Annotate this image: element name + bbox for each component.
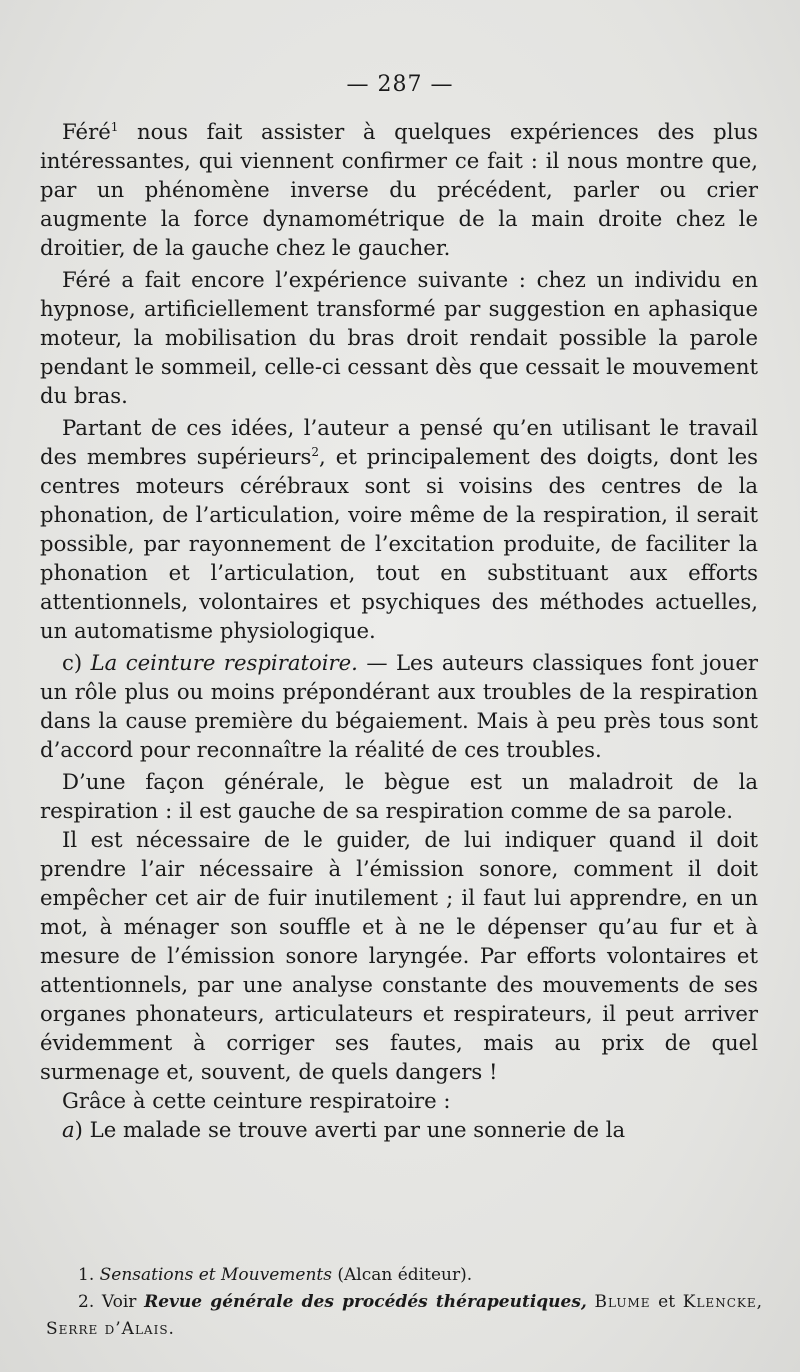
text-run: ,	[756, 1292, 763, 1312]
body-text	[40, 117, 758, 1144]
text-run: Klencke	[682, 1292, 757, 1312]
page-number: — 287 —	[346, 72, 454, 97]
text-run: Serre d’Alais	[46, 1319, 169, 1339]
text-run: ) Le malade se trouve averti par une sonnerie de la	[74, 1117, 626, 1142]
text-run: — Les auteurs classiques font jouer un rôle plus ou moins prépondérant aux troubles de la respiration dans la cause première du bégaiement. Mais à peu près tous sont d’accord pour reconnaître la réalité de ces troubles.	[40, 650, 758, 762]
text-run: Sensations et Mouvements	[99, 1265, 332, 1285]
text-run: 1.	[78, 1265, 100, 1285]
text-run: Il est nécessaire de le guider, de lui indiquer quand il doit prendre l’air nécessaire à l’émission sonore, comment il doit empêcher cet air de fuir inutilement ; il faut lui apprendre, en un mot, à ménager son souffle et à ne le dépenser qu’au fur et à mesure de l’émission sonore laryngée. Par efforts volontaires et attentionnels, par une analyse constante des mouvements de ses organes phonateurs, articulateurs et respirateurs, il peut arriver évidemment à corriger ses fautes, mais au prix de quel surmenage et, souvent, de quels dangers !	[40, 827, 758, 1084]
text-run: 2. Voir	[78, 1292, 145, 1312]
text-run	[587, 1292, 595, 1312]
text-run: La ceinture respiratoire.	[90, 650, 358, 675]
footnote	[46, 1289, 762, 1343]
paragraph	[40, 648, 758, 764]
text-run: et	[650, 1292, 683, 1312]
text-run: , et principalement des doigts, dont les centres moteurs cérébraux sont si voisins des centres de la phonation, de l’articulation, voire même de la respiration, il serait possible, par rayonnement de l’excitation produite, de faciliter la phonation et l’articulation, tout en substituant aux efforts attentionnels, volontaires et psychiques des méthodes actuelles, un automatisme physiologique.	[40, 444, 758, 643]
footnote	[46, 1262, 762, 1289]
text-run: nous fait assister à quelques expériences des plus intéressantes, qui viennent confirmer ce fait : il nous montre que, par un phénomène inverse du précédent, parler ou crier augmente la force dynamométrique de la main droite chez le droitier, de la gauche chez le gaucher.	[40, 119, 758, 260]
text-run: .	[168, 1319, 174, 1339]
text-run: Revue générale des procédés thérapeutiques,	[144, 1292, 587, 1312]
text-run: Féré a fait encore l’expérience suivante : chez un individu en hypnose, artificiellement transformé par suggestion en aphasique moteur, la mobilisation du bras droit rendait possible la parole pendant le sommeil, celle-ci cessant dès que cessait le mouvement du bras.	[40, 267, 758, 408]
text-run: c)	[62, 650, 91, 675]
text-run: (Alcan éditeur).	[331, 1265, 473, 1285]
text-run: D’une façon générale, le bègue est un maladroit de la respiration : il est gauche de sa respiration comme de sa parole.	[40, 769, 758, 823]
footnote-ref: 2	[311, 444, 320, 459]
paragraph	[40, 767, 758, 825]
paragraph	[40, 117, 758, 262]
paragraph	[40, 1086, 758, 1115]
text-run: a	[62, 1117, 75, 1142]
text-run: Féré	[62, 119, 111, 144]
text-run: Partant de ces idées, l’auteur a pensé qu’en utilisant le travail des membres supérieurs	[40, 415, 758, 469]
footnote-ref: 1	[110, 119, 119, 134]
text-run: Blume	[594, 1292, 651, 1312]
paragraph	[40, 1115, 758, 1144]
footnotes	[46, 1262, 762, 1343]
paragraph	[40, 825, 758, 1086]
paragraph	[40, 265, 758, 410]
text-run: Grâce à cette ceinture respiratoire :	[62, 1088, 451, 1113]
paragraph	[40, 413, 758, 645]
